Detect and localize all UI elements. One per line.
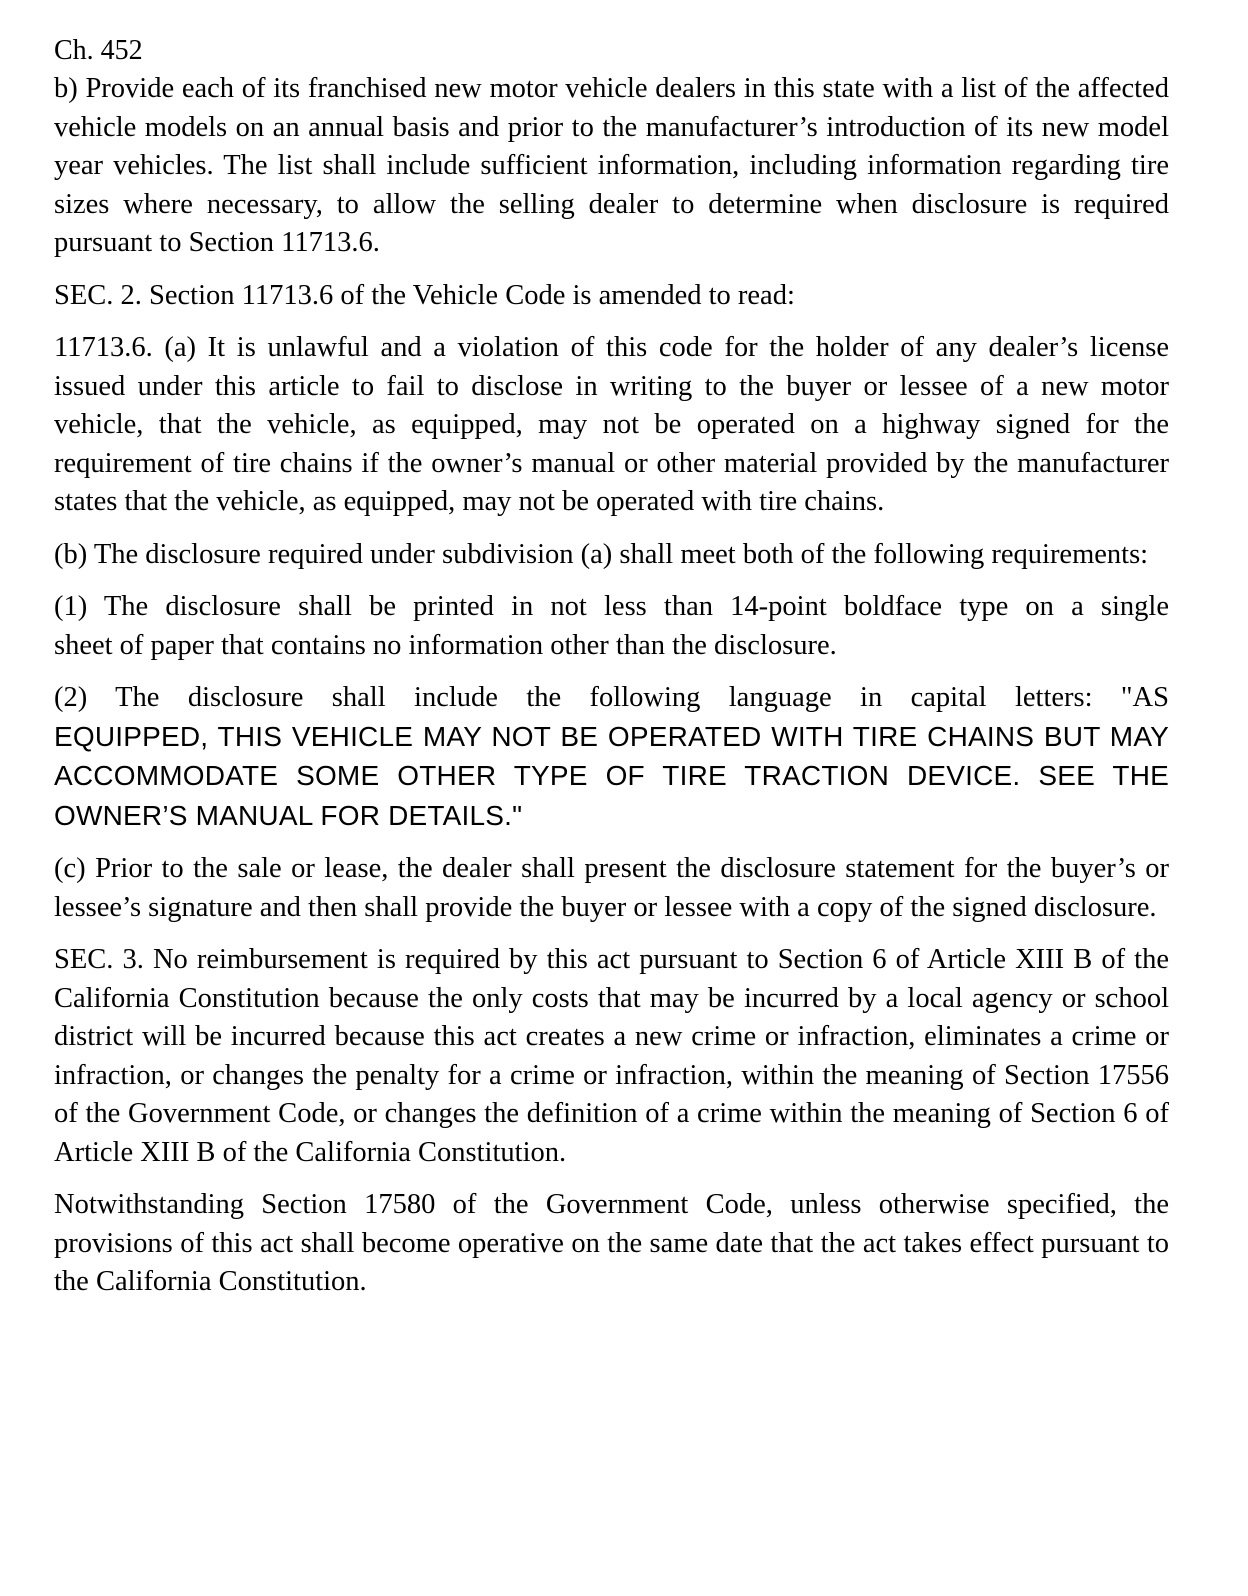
- paragraph-b-1: [54, 588, 1169, 665]
- paragraph-b-provide: b) Provide each of its franchised new motor vehicle dealers in this state with a list of the affected vehicle models on an annual basis and prior to the manufacturer’s introduction of its new model year vehicles. The list shall include sufficient information, including information regarding tire sizes where necessary, to allow the selling dealer to determine when disclosure is required pursuant to Section 11713.6.: [54, 73, 1169, 258]
- paragraph-b-1-line-2: sheet of paper that contains no information other than the disclosure.: [54, 629, 837, 661]
- paragraph-11713-6-a: 11713.6. (a) It is unlawful and a violation of this code for the holder of any dealer’s license issued under this article to fail to disclose in writing to the buyer or lessee of a new motor vehicle, that the vehicle, as equipped, may not be operated on a highway signed for the requirement of tire chains if the owner’s manual or other material provided by the manufacturer states that the vehicle, as equipped, may not be operated with tire chains.: [54, 332, 1169, 517]
- chapter-heading: Ch. 452: [54, 35, 143, 66]
- paragraph-b-2-capital-text: EQUIPPED, THIS VEHICLE MAY NOT BE OPERATED WITH TIRE CHAINS BUT MAY ACCOMMODATE SOME OTHER TYPE OF TIRE TRACTION DEVICE. SEE THE OWNER’S MANUAL FOR DETAILS.": [54, 720, 1169, 831]
- document-page: [54, 34, 1169, 1316]
- paragraph-b-2: [54, 679, 1169, 836]
- paragraph-b-1-line-1: (1) The disclosure shall be printed in not less than 14-point boldface type on a single: [54, 591, 1169, 622]
- paragraph-sec-3: SEC. 3. No reimbursement is required by this act pursuant to Section 6 of Article XIII B of the California Constitution because the only costs that may be incurred by a local agency or school district will be incurred because this act creates a new crime or infraction, eliminates a crime or infraction, or changes the penalty for a crime or infraction, within the meaning of Section 17556 of the Government Code, or changes the definition of a crime within the meaning of Section 6 of Article XIII B of the California Constitution.: [54, 944, 1169, 1168]
- paragraph-sec-2: SEC. 2. Section 11713.6 of the Vehicle Code is amended to read:: [54, 279, 795, 311]
- paragraph-b-2-intro: (2) The disclosure shall include the following language in capital letters: "AS: [54, 682, 1169, 713]
- paragraph-11713-6-c: (c) Prior to the sale or lease, the dealer shall present the disclosure statement for the buyer’s or lessee’s signature and then shall provide the buyer or lessee with a copy of the signed disclosure.: [54, 853, 1169, 923]
- paragraph-11713-6-b: (b) The disclosure required under subdivision (a) shall meet both of the following requirements:: [54, 538, 1149, 570]
- paragraph-notwithstanding: Notwithstanding Section 17580 of the Government Code, unless otherwise specified, the provisions of this act shall become operative on the same date that the act takes effect pursuant to the California Constitution.: [54, 1189, 1169, 1297]
